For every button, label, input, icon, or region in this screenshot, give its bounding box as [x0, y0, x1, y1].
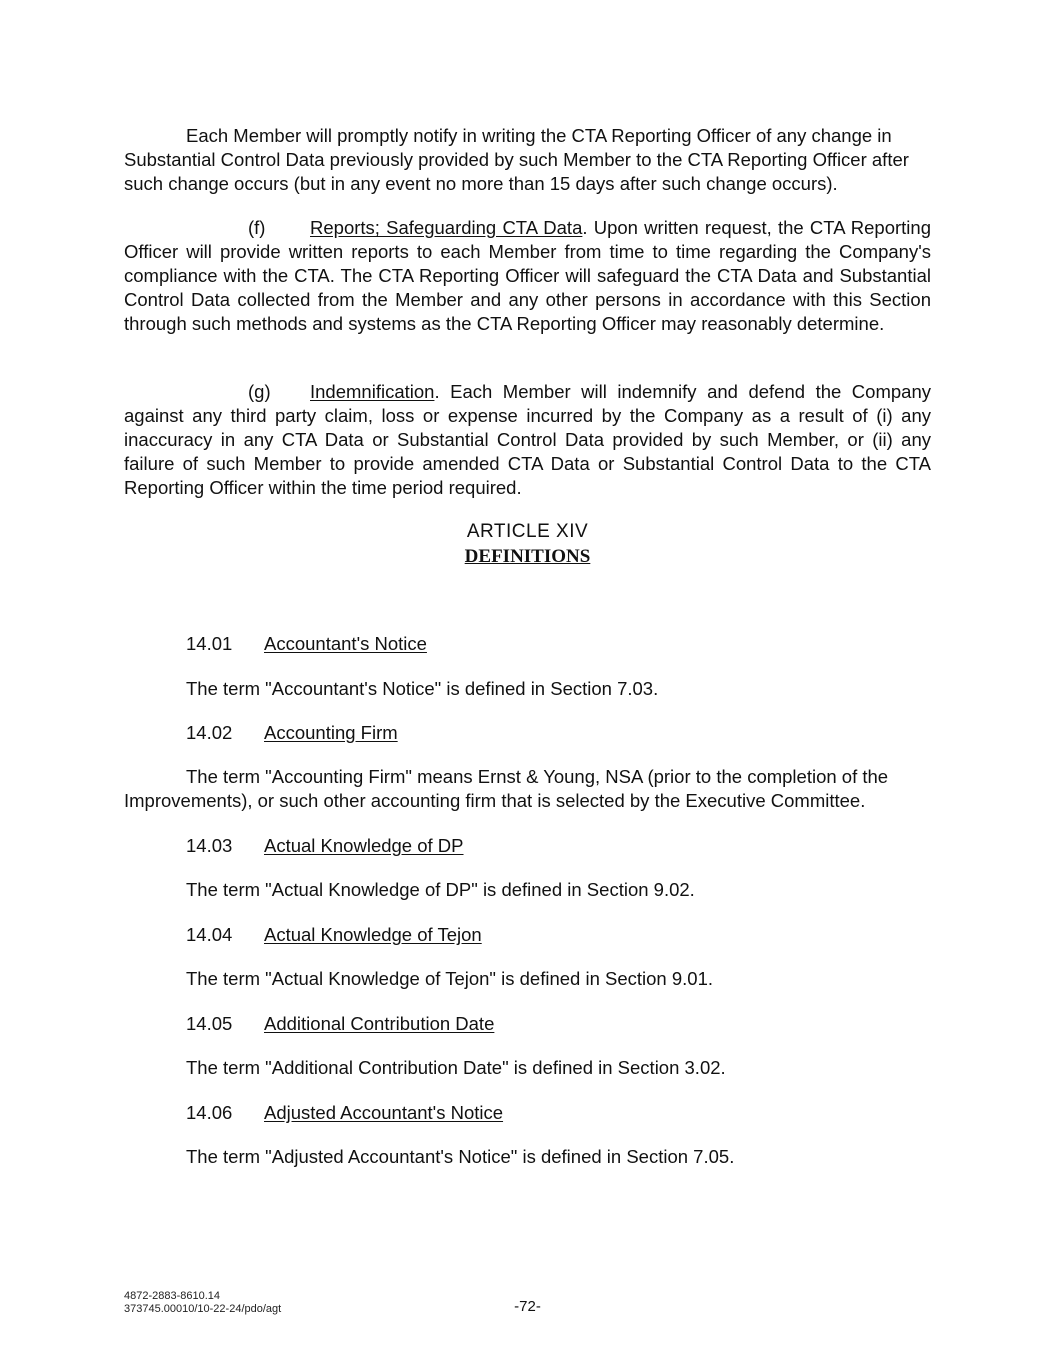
section-g-body: . Each Member will indemnify and defend the Company against any third party claim, loss or expense incurred by the Company as a result of (i) any inaccuracy in any CTA Data or Substantial Control Data provided by such Member, or (ii) any failure of such Member to provide amended CTA Data or Substantial Control Data to the CTA Reporting Officer within the time period required. [124, 381, 931, 498]
definition-heading [186, 1101, 503, 1125]
section-f-paragraph [124, 216, 931, 336]
definition-text: The term "Actual Knowledge of DP" is defined in Section 9.02. [186, 879, 695, 900]
definition-term: Additional Contribution Date [264, 1013, 495, 1034]
section-f-label: (f) [248, 217, 266, 238]
section-f-body: . Upon written request, the CTA Reporting Officer will provide written reports to each Member from time to time regarding the Company's compliance with the CTA. The CTA Reporting Officer will safeguard the CTA Data and Substantial Control Data collected from the Member and any other persons in accordance with this Section through such methods and systems as the CTA Reporting Officer may reasonably determine. [124, 217, 931, 334]
definition-term: Actual Knowledge of Tejon [264, 924, 482, 945]
article-number: ARTICLE XIV [466, 521, 589, 542]
intro-paragraph: Each Member will promptly notify in writing the CTA Reporting Officer of any change in Substantial Control Data previously provided by such Member to the CTA Reporting Officer after such change occurs (but in any event no more than 15 days after such change occurs). [124, 125, 909, 194]
article-title: DEFINITIONS [464, 546, 591, 567]
definition-number: 14.04 [186, 924, 233, 945]
definition-number: 14.03 [186, 835, 233, 856]
definition-heading [186, 834, 464, 858]
definition-text: The term "Actual Knowledge of Tejon" is defined in Section 9.01. [186, 968, 713, 989]
footer-matter-ref: 373745.00010/10-22-24/pdo/agt [124, 1303, 282, 1315]
definition-number: 14.02 [186, 722, 233, 743]
definition-term: Actual Knowledge of DP [264, 835, 464, 856]
definition-number: 14.01 [186, 633, 233, 654]
definition-text: The term "Accounting Firm" means Ernst & Young, NSA (prior to the completion of the Improvements), or such other accounting firm that is selected by the Executive Committee. [124, 766, 889, 811]
page-number: -72- [514, 1298, 541, 1315]
definition-heading [186, 1012, 494, 1036]
section-g-paragraph [124, 380, 931, 500]
footer-doc-id: 4872-2883-8610.14 [124, 1290, 221, 1302]
section-f-heading: Reports; Safeguarding CTA Data [310, 217, 583, 238]
definition-term: Accountant's Notice [264, 633, 427, 654]
definition-number: 14.05 [186, 1013, 233, 1034]
definition-term: Accounting Firm [264, 722, 398, 743]
article-heading [124, 520, 931, 569]
definition-heading [186, 923, 482, 947]
definition-number: 14.06 [186, 1102, 233, 1123]
definition-text: The term "Additional Contribution Date" is defined in Section 3.02. [186, 1057, 726, 1078]
section-g-heading: Indemnification [310, 381, 435, 402]
definition-heading [186, 632, 427, 656]
definition-text: The term "Accountant's Notice" is defined in Section 7.03. [186, 678, 659, 699]
definition-text: The term "Adjusted Accountant's Notice" is defined in Section 7.05. [186, 1146, 735, 1167]
definition-heading [186, 721, 398, 745]
section-g-label: (g) [248, 381, 271, 402]
definition-term: Adjusted Accountant's Notice [264, 1102, 504, 1123]
